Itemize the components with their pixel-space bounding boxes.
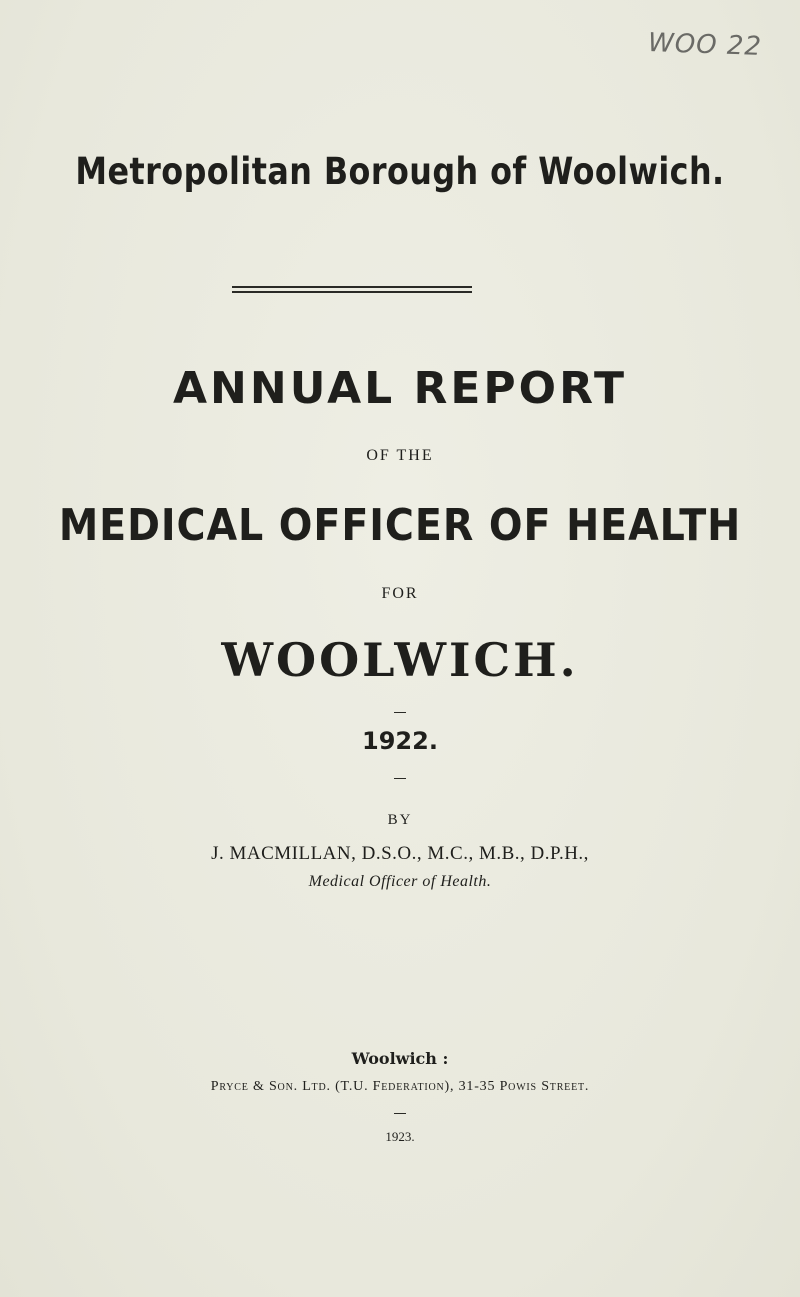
report-place: WOOLWICH. <box>221 633 579 687</box>
imprint-place: Woolwich : <box>351 1049 449 1068</box>
author-role: Medical Officer of Health. <box>308 873 492 890</box>
dash-divider-3 <box>394 1113 406 1114</box>
imprint-printer-text: Pryce & Son. Ltd. (T.U. Federation), 31-35 Powis Street. <box>210 1079 590 1094</box>
author-name: J. MACMILLAN, D.S.O., M.C., M.B., D.P.H., <box>211 843 589 864</box>
archive-pencil-mark: WOO 22 <box>647 28 763 62</box>
borough-heading: Metropolitan Borough of Woolwich. <box>75 150 725 193</box>
report-year: 1922. <box>362 727 438 755</box>
dash-divider-1 <box>394 712 406 713</box>
double-rule-bottom <box>232 291 472 293</box>
by-label: BY <box>387 812 413 828</box>
of-the-label: OF THE <box>366 447 434 464</box>
report-subject: MEDICAL OFFICER OF HEALTH <box>58 500 742 551</box>
imprint-printer <box>0 1079 800 1095</box>
imprint-date: 1923. <box>385 1129 415 1144</box>
for-label: FOR <box>381 585 419 602</box>
double-rule-top <box>232 286 472 288</box>
dash-divider-2 <box>394 778 406 779</box>
report-title: ANNUAL REPORT <box>173 363 627 414</box>
